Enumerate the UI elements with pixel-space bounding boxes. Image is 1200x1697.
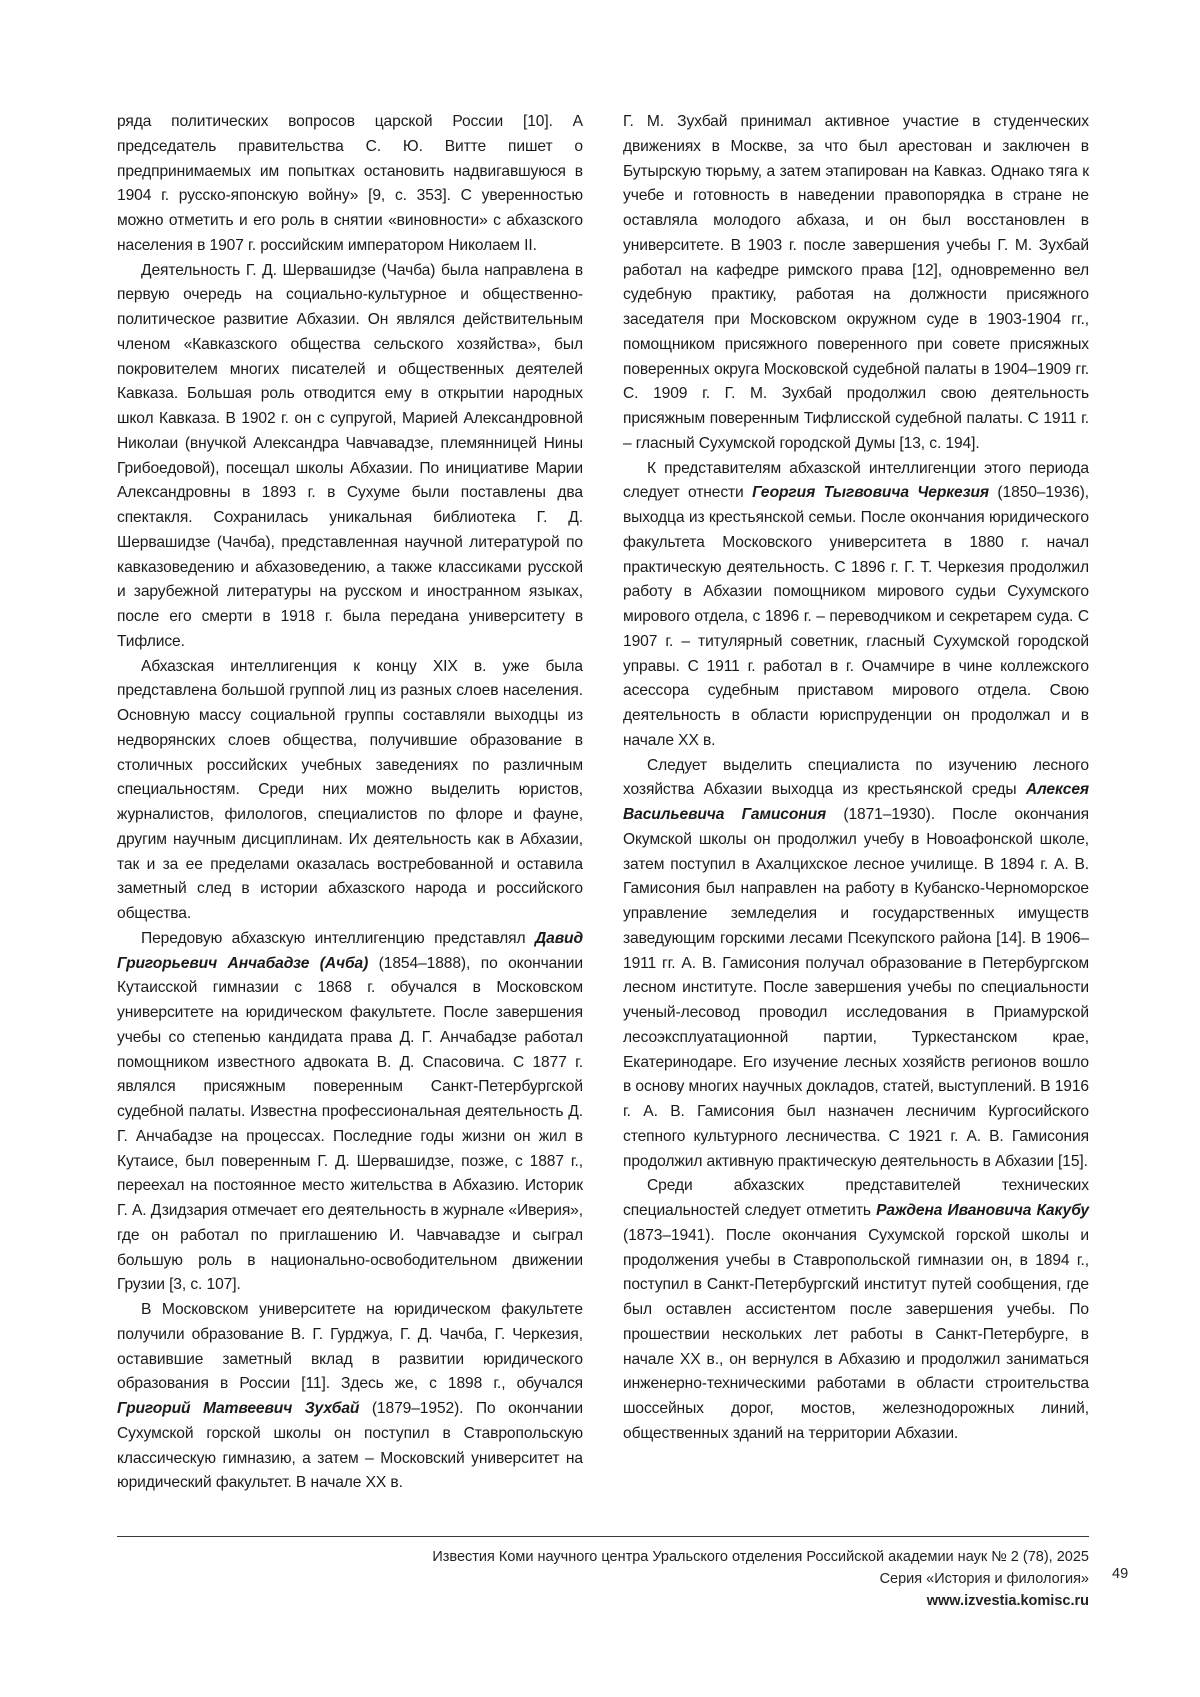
person-name: Давид Григорьевич Анчабадзе (Ачба) [117,929,583,972]
page-number: 49 [1112,1566,1129,1582]
paragraph-text: В Московском университете на юридическом факультете получили образование В. Г. Гурджуа, Г. Д. Чачба, Г. Черкезия, оставившие заметный вклад в развитии юридического образования в России [11]. Здесь же, с 1898 г., обучался [117,1301,583,1393]
paragraph [623,754,1089,1175]
paragraph-text: (1854–1888), по окончании Кутаисской гимназии с 1868 г. обучался в Московском университете на юридическом факультете. После завершения учебы со степенью кандидата права Д. Г. Анчабадзе работал помощником известного адвоката В. Д. Спасовича. С 1877 г. являлся присяжным поверенным Санкт-Петербургской судебной палаты. Известна профессиональная деятельность Д. Г. Анчабадзе на процессах. Последние годы жизни он жил в Кутаисе, был поверенным Г. Д. Шервашидзе, позже, с 1887 г., переехал на постоянное место жительства в Абхазию. Историк Г. А. Дзидзария отмечает его деятельность в журнале «Иверия», где он работал по приглашению И. Чавчавадзе и сыграл большую роль в национально-освободительном движении Грузии [3, с. 107]. [117,954,583,1294]
paragraph [117,1298,583,1496]
left-column [117,110,583,1496]
paragraph-text: (1871–1930). После окончания Окумской школы он продолжил учебу в Новоафонской школе, затем поступил в Ахалцихское лесное училище. В 1894 г. А. В. Гамисония был направлен на работу в Кубанско-Черноморское управление земледелия и государственных имуществ заведующим горскими лесами Псекупского района [14]. В 1906–1911 гг. А. В. Гамисония получал образование в Петербургском лесном институте. После завершения учебы по специальности ученый-лесовод проводил исследования в Приамурской лесоэксплуатационной партии, Туркестанском крае, Екатеринодаре. Его изучение лесных хозяйств регионов вошло в основу многих научных докладов, статей, выступлений. В 1916 г. А. В. Гамисония был назначен лесничим Кургосийского степного культурного лесничества. С 1921 г. А. В. Гамисония продолжил активную практическую деятельность в Абхазии [15]. [623,806,1089,1170]
paragraph: ряда политических вопросов царской России [10]. А председатель правительства С. Ю. Витте пишет о предпринимаемых им попытках остановить надвигавшуюся в 1904 г. русско-японскую войну» [9, с. 353]. С уверенностью можно отметить и его роль в снятии «виновности» с абхазского населения в 1907 г. российским императором Николаем II. [117,113,583,254]
paragraph: Абхазская интеллигенция к концу XIX в. уже была представлена большой группой лиц из разных слоев населения. Основную массу социальной группы составляли выходцы из недворянских слоев общества, получившие образование в столичных российских учебных заведениях по различным специальностям. Среди них можно выделить юристов, журналистов, филологов, специалистов по флоре и фауне, другим научным дисциплинам. Их деятельность как в Абхазии, так и за ее пределами оказалась востребованной и оставила заметный след в истории абхазского народа и российского общества. [117,657,583,922]
paragraph-text: Следует выделить специалиста по изучению лесного хозяйства Абхазии выходца из крестьянской среды [623,756,1089,799]
paragraph [623,1174,1089,1446]
article-body [117,110,1089,1530]
journal-website: www.izvestia.komisc.ru [926,1593,1089,1609]
right-column [623,110,1089,1447]
person-name: Григорий Матвеевич Зухбай [117,1400,360,1417]
journal-title: Известия Коми научного центра Уральского отделения Российской академии наук № 2 (78), 2025 [432,1549,1089,1565]
paragraph-text: (1873–1941). После окончания Сухумской горской школы и продолжения учебы в Ставропольской гимназии он, в 1894 г., поступил в Санкт-Петербургский институт путей сообщения, где был оставлен ассистентом после завершения учебы. По прошествии нескольких лет работы в Санкт-Петербурге, в начале XX в., он вернулся в Абхазию и продолжил заниматься инженерно-техническими работами в области строительства шоссейных дорог, мостов, железнодорожных линий, общественных зданий на территории Абхазии. [623,1226,1089,1442]
paragraph [117,927,583,1298]
page-footer [117,1546,1089,1612]
paragraph-text: Передовую абхазскую интеллигенцию представлял [141,929,535,947]
paragraph-text: Среди абхазских представителей технических специальностей следует отметить [623,1177,1089,1219]
paragraph-text: (1879–1952). По окончании Сухумской горской школы он поступил в Ставропольскую классическую гимназию, а затем – Московский университет на юридический факультет. В начале XX в. [117,1400,583,1492]
paragraph: Деятельность Г. Д. Шервашидзе (Чачба) была направлена в первую очередь на социально-культурное и общественно-политическое развитие Абхазии. Он являлся действительным членом «Кавказского общества сельского хозяйства», был покровителем многих писателей и общественных деятелей Кавказа. Большая роль отводится ему в открытии народных школ Кавказа. В 1902 г. он с супругой, Марией Александровной Николаи (внучкой Александра Чавчавадзе, племянницей Нины Грибоедовой), посещал школы Абхазии. По инициативе Марии Александровны в 1893 г. в Сухуме были поставлены два спектакля. Сохранилась уникальная библиотека Г. Д. Шервашидзе (Чачба), представленная научной литературой по кавказоведению и абхазоведению, а также классиками русской и зарубежной литературы на русском и иностранном языках, после его смерти в 1918 г. была передана университету в Тифлисе. [117,261,583,650]
person-name: Алексея Васильевича Гамисония [623,781,1089,823]
footer-divider [117,1536,1089,1537]
person-name: Раждена Ивановича Какубу [876,1202,1089,1219]
paragraph: Г. М. Зухбай принимал активное участие в студенческих движениях в Москве, за что был арестован и заключен в Бутырскую тюрьму, а затем этапирован на Кавказ. Однако тяга к учебе и готовность в наведении правопорядка в стране не оставляла молодого абхаза, и он был восстановлен в университете. В 1903 г. после завершения учебы Г. М. Зухбай работал на кафедре римского права [12], одновременно вел судебную практику, работая на должности присяжного заседателя при Московском окружном суде в 1903-1904 гг., помощником присяжного поверенного при совете присяжных поверенных округа Московской судебной палаты в 1904–1909 гг. С. 1909 г. Г. М. Зухбай продолжил свою деятельность присяжным поверенным Тифлисской судебной палаты. С 1911 г. – гласный Сухумской городской Думы [13, с. 194]. [623,113,1089,452]
paragraph-text: К представителям абхазской интеллигенции этого периода следует отнести [623,459,1089,502]
journal-series: Серия «История и филология» [879,1571,1089,1587]
paragraph [623,457,1089,754]
person-name: Георгия Тыгвовича Черкезия [752,484,989,502]
paragraph-text: (1850–1936), выходца из крестьянской семьи. После окончания юридического факультета Московского университета в 1880 г. начал практическую деятельность. С 1896 г. Г. Т. Черкезия продолжил работу в Абхазии помощником мирового судьи Сухумского мирового отдела, с 1896 г. – переводчиком и секретарем суда. С 1907 г. – титулярный советник, гласный Сухумской городской управы. С 1911 г. работал в г. Очамчире в чине коллежского асессора судебным приставом мирового отдела. Свою деятельность в области юриспруденции он продолжал и в начале XX в. [623,484,1089,749]
